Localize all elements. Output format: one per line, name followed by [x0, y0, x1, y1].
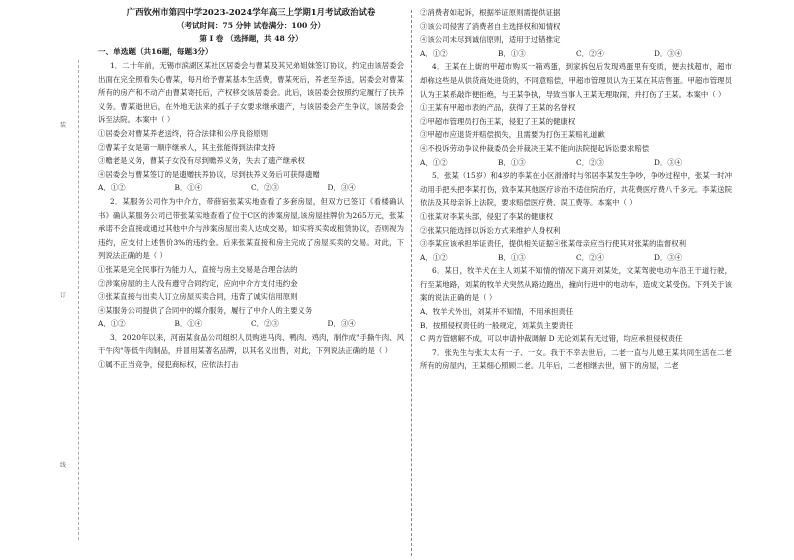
option: ④某服务公司提供了合同中的媒介服务，履行了中介人的主要义务 — [98, 305, 313, 315]
option: ①张某是完全民事行为能力人，直接与房主交易是合理合法的 — [98, 264, 298, 274]
choice-d: D．③④ — [327, 183, 356, 193]
option: ③李某应该承担举证责任，提供相关证据④张某母亲应当行使其对张某的监督权利 — [420, 239, 687, 249]
choice-a: A．①② — [420, 48, 448, 58]
option: A．牧羊犬外出，刘某并不知情，不用承担责任 — [420, 307, 574, 317]
binding-char: 装 — [59, 122, 66, 129]
option: ①居委会对曹某养老送终，符合法律和公序良俗原则 — [98, 128, 268, 138]
answer-choices — [420, 156, 732, 170]
choice-c: C．②④ — [576, 48, 604, 58]
answer-choices — [420, 47, 732, 61]
column-divider — [411, 10, 412, 556]
answer-choices — [98, 317, 404, 331]
option: B．按照侵权责任的一般规定，刘某负主要责任 — [420, 320, 574, 330]
choice-c: C．②③ — [251, 319, 279, 329]
option: ③赡老是义务，曹某子女没有尽到赡养义务，失去了遗产继承权 — [98, 156, 305, 166]
choice-a: A．①② — [98, 183, 126, 193]
choice-b: B．①③ — [498, 48, 526, 58]
option: ①张某对李某头部，侵犯了李某的健康权 — [420, 211, 554, 221]
choice-a: A．①② — [420, 157, 448, 167]
option: ④该公司未尽到诚信原则，适用于过错推定 — [420, 35, 561, 45]
option: ②涉案房屋的主人没有遵守合同约定，应向中介方支付违约金 — [98, 278, 298, 288]
left-column — [98, 6, 404, 372]
choice-b: B．①③ — [498, 157, 526, 167]
part-heading: 一、单选题（共16题，每题3分） — [98, 47, 213, 56]
choice-d: D．③④ — [654, 157, 683, 167]
option: C 两方管辖解不成，可以申请仲裁调解 D 无论刘某有无过错，均应承担侵权责任 — [420, 334, 683, 344]
option: ②曹某子女是第一顺序继承人，其主张能得到法律支持 — [98, 142, 276, 152]
choice-c: C．②③ — [251, 183, 279, 193]
choice-b: B．①④ — [174, 319, 203, 329]
binding-char: 线 — [59, 462, 66, 469]
choice-d: D．③④ — [654, 252, 683, 262]
question-3: 3．2020年以来，河南某食品公司组织人员购进马肉、鸭肉、鸡肉，制作成"手撕牛肉、风干牛肉"等低牛肉制品，并冒用某著名品牌，以其名义出售，对此，下列说法正确的是（ ） — [98, 332, 404, 356]
option: ②张某只能选择以诉讼方式来维护人身权利 — [420, 225, 561, 235]
question-5: 5．张某（15岁）和4岁的李某在小区滑滑时与邻居李某发生争吵，争吵过程中，张某一时冲动用手把头把李某打伤，致李某其他医疗诊治不适住院治疗，共花费医疗费八千多元。李某送院依法及其母亲诉上法院，要求赔偿医疗费、误工费等。本案中（ ） — [420, 171, 732, 208]
binding-margin — [52, 60, 79, 540]
choice-a: A．①② — [98, 319, 126, 329]
question-7: 7．张先生与张太太有一子、一女。我于不幸去世后，二老一直与儿媳王某共同生活在二老所有的房屋内，王某细心照顾二老。几年后，二老相继去世，留下的房屋，二老 — [420, 347, 732, 371]
question-2: 2．某服务公司作为中介方，带薛宿张某实地查看了多套房屋，但双方已签订《看楼确认书》确认某服务公司已带张某实地查看了位于C区的涉案房屋,该房屋挂牌价为265万元，张某承诺不会直接或通过其他中介与涉案房屋出卖人达成交易，如实将买卖或租赁协议，否则视为违约，应支付上述售价3%的违约金。后来张某直接和房主完成了房屋买卖的交易。对此，下列说法正确的是（ ） — [98, 196, 404, 261]
choice-c: C．②④ — [576, 252, 604, 262]
exam-title: 广西钦州市第四中学2023-2024学年高三上学期1月考试政治试卷 — [126, 7, 376, 17]
exam-subtitle: （考试时间：75 分钟 试卷满分：100 分） — [176, 21, 326, 30]
section-title: 第 I 卷 （选择题，共 48 分） — [199, 34, 303, 43]
option: ②甲超市管理员打伤王某，侵犯了王某的健康权 — [420, 116, 576, 126]
choice-b: B．①③ — [498, 252, 526, 262]
option: ①属不正当竞争，侵犯商标权，应依法打击 — [98, 360, 239, 370]
option: ④不投诉劳动争议仲裁委员会并裁决王某不能向法院提起诉讼要求赔偿 — [420, 143, 650, 153]
option: ④居委会与曹某签订的是遗赠扶养协议，尽到扶养义务后可获得遗赠 — [98, 169, 320, 179]
answer-choices — [98, 181, 404, 195]
choice-b: B．①④ — [174, 183, 203, 193]
question-6: 6．某日，牧羊犬在主人刘某不知情的情况下离开刘某处，文某驾驶电动车沿王干道行驶，行至某地路，刘某的牧羊犬突然从路边跑出，撞向行进中的电动车，造成文某受伤。下列关于该案的说法正确的是（ ） — [420, 266, 732, 303]
right-column — [420, 6, 732, 373]
binding-char: 订 — [59, 292, 66, 299]
option: ①王某有甲超市表的产品，获得了王某的名誉权 — [420, 103, 576, 113]
choice-d: D．③④ — [654, 48, 683, 58]
option: ③该公司侵害了消费者自主选择权和知情权 — [420, 21, 561, 31]
choice-c: C．②③ — [576, 157, 604, 167]
question-1: 1．二十年前，无锡市滨湖区某社区居委会与曹某及其兄弟姐妹签订协议，约定由该居委会出面在完全照看失心曹某，每月给予曹某基本生活费，曹某死后，养老至养送，居委会对曹某所有的房产和不动产由曹某寄托后，产权移交该居委会。此后，该居委会按照约定履行了扶养义务。曹某逝世后，在外地无法来的孤子子女要求继承遗产，与该居委会产生争议，该居委会诉至法院。本案中（ ） — [98, 61, 404, 125]
choice-d: D．③④ — [327, 319, 356, 329]
option: ③张某直接与出卖人订立房屋买卖合同，违背了诚实信用原则 — [98, 292, 298, 302]
option: ③甲超市应退货并赔偿损失，且需要为打伤王某赔礼道歉 — [420, 130, 605, 140]
question-4: 4．王某在上街的甲超市购买一箱鸡蛋，到家拆包后发现鸡蛋里有变质，便去找超市，超市却称这些是从供货商处进货的，不同意赔偿，甲超市管理员认为王某在其店售蛋。甲超市管理员认为王某系敲诈便拒绝，与王某争执，导致当事人王某无理取闹，并打伤了王某。本案中（ ） — [420, 62, 732, 99]
option: ②消费者如起诉，根据举证原则需提供证据 — [420, 8, 561, 17]
answer-choices — [420, 251, 732, 265]
choice-a: A．①② — [420, 252, 448, 262]
